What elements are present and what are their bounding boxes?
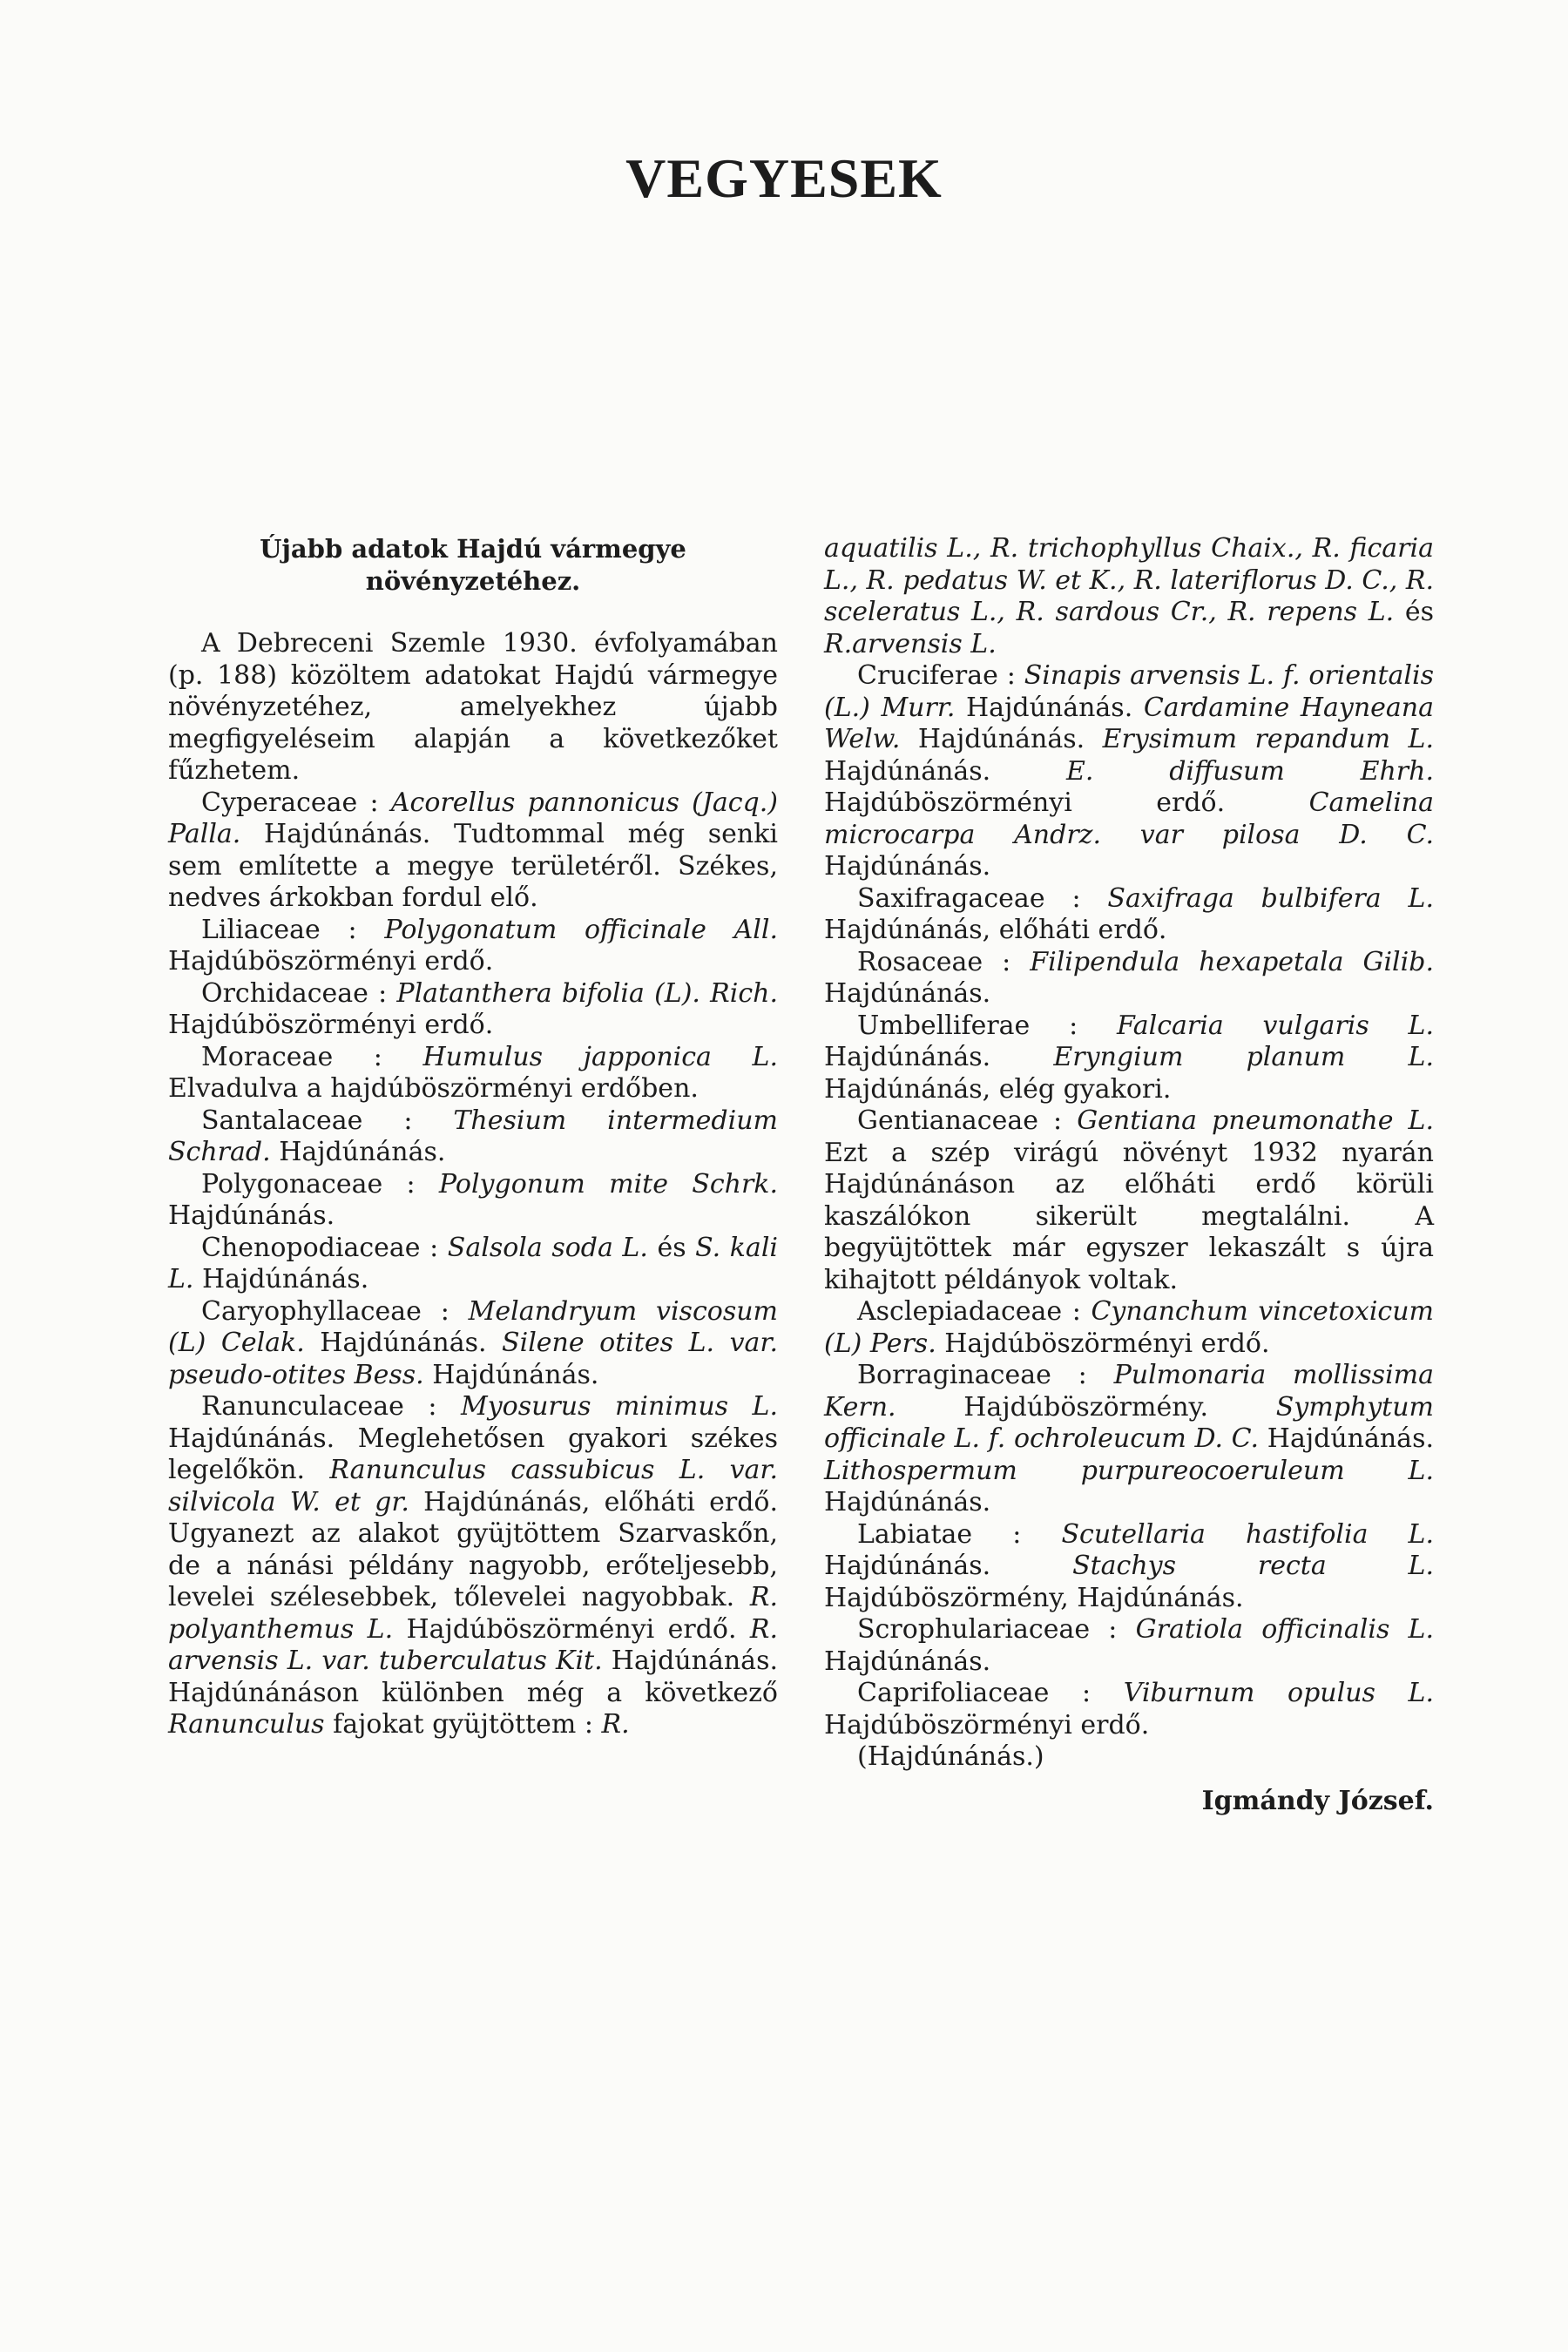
page-title: VEGYESEK bbox=[625, 147, 943, 209]
paragraph-gentianaceae: Gentianaceae : Gentiana pneumonathe L. Ezt a szép virágú növényt 1932 nyarán Hajdúnánáson az előháti erdő körüli kaszálókon sikerült megtalálni. A begyüjtöttek már egyszer lekaszált s újra kihajtott példányok voltak. bbox=[824, 1105, 1434, 1295]
paragraph-intro: A Debreceni Szemle 1930. évfolyamában (p. 188) közöltem adatokat Hajdú vármegye növényzetéhez, amelyekhez újabb megfigyeléseim alapján a következőket fűzhetem. bbox=[168, 628, 778, 786]
paragraph-caryophyllaceae: Caryophyllaceae : Melandryum viscosum (L) Celak. Hajdúnánás. Silene otites L. var. pseudo-otites Bess. Hajdúnánás. bbox=[168, 1295, 778, 1390]
right-column bbox=[824, 533, 1434, 1817]
paragraph-polygonaceae: Polygonaceae : Polygonum mite Schrk. Hajdúnánás. bbox=[168, 1168, 778, 1231]
paragraph-borraginaceae: Borraginaceae : Pulmonaria mollissima Kern. Hajdúböszörmény. Symphytum officinale L. f. ochroleucum D. C. Hajdúnánás. Lithospermum purpureocoeruleum L. Hajdúnánás. bbox=[824, 1360, 1434, 1517]
paragraph-closing: (Hajdúnánás.) bbox=[857, 1741, 1044, 1772]
paragraph-ranunculaceae: Ranunculaceae : Myosurus minimus L. Hajdúnánás. Meglehetősen gyakori székes legelőkön. Ranunculus cassubicus L. var. silvicola W. et gr. Hajdúnánás, előháti erdő. Ugyanezt az alakot gyüjtöttem Szarvaskőn, de a nánási példány nagyobb, erőteljesebb, levelei szélesebbek, tőlevelei nagyobbak. R. polyanthemus L. Hajdúböszörményi erdő. R. arvensis L. var. tuberculatus Kit. Hajdúnánás. Hajdúnánáson különben még a következő Ranunculus fajokat gyüjtöttem : R. bbox=[168, 1391, 779, 1740]
paragraph-rosaceae: Rosaceae : Filipendula hexapetala Gilib. Hajdúnánás. bbox=[824, 946, 1434, 1009]
paragraph-saxifragaceae: Saxifragaceae : Saxifraga bulbifera L. Hajdúnánás, előháti erdő. bbox=[824, 882, 1434, 945]
paragraph-umbelliferae: Umbelliferae : Falcaria vulgaris L. Hajdúnánás. Eryngium planum L. Hajdúnánás, elég gyakori. bbox=[824, 1010, 1434, 1105]
paragraph-asclepiadaceae: Asclepiadaceae : Cynanchum vincetoxicum (L) Pers. Hajdúböszörményi erdő. bbox=[824, 1296, 1434, 1359]
paragraph-scrophulariaceae: Scrophulariaceae : Gratiola officinalis L. Hajdúnánás. bbox=[824, 1614, 1435, 1677]
paragraph-moraceae: Moraceae : Humulus japponica L. Elvadulva a hajdúböszörményi erdőben. bbox=[168, 1041, 778, 1104]
paragraph-ranunculus-continued: aquatilis L., R. trichophyllus Chaix., R. ficaria L., R. pedatus W. et K., R. lateriflorus D. C., R. sceleratus L., R. sardous Cr., R. repens L. és R.arvensis L. bbox=[824, 533, 1434, 659]
paragraph-labiatae: Labiatae : Scutellaria hastifolia L. Hajdúnánás. Stachys recta L. Hajdúböszörmény, Hajdúnánás. bbox=[824, 1518, 1434, 1613]
paragraph-orchidaceae: Orchidaceae : Platanthera bifolia (L). Rich. Hajdúböszörményi erdő. bbox=[168, 977, 778, 1040]
paragraph-cyperaceae: Cyperaceae : Acorellus pannonicus (Jacq.) Palla. Hajdúnánás. Tudtommal még senki sem említette a megye területéről. Székes, nedves árkokban fordul elő. bbox=[168, 787, 778, 913]
author-signature: Igmándy József. bbox=[1201, 1785, 1434, 1816]
article-heading: Újabb adatok Hajdú vármegye növényzetéhez. bbox=[260, 534, 686, 596]
paragraph-chenopodiaceae: Chenopodiaceae : Salsola soda L. és S. kali L. Hajdúnánás. bbox=[168, 1232, 779, 1294]
paragraph-santalaceae: Santalaceae : Thesium intermedium Schrad. Hajdúnánás. bbox=[168, 1105, 778, 1167]
left-column bbox=[168, 533, 778, 1741]
paragraph-caprifoliaceae: Caprifoliaceae : Viburnum opulus L. Hajdúböszörményi erdő. bbox=[824, 1678, 1434, 1740]
paragraph-cruciferae: Cruciferae : Sinapis arvensis L. f. orientalis (L.) Murr. Hajdúnánás. Cardamine Hayneana Welw. Hajdúnánás. Erysimum repandum L. Hajdúnánás. E. diffusum Ehrh. Hajdúböszörményi erdő. Camelina microcarpa Andrz. var pilosa D. C. Hajdúnánás. bbox=[824, 660, 1435, 882]
paragraph-liliaceae: Liliaceae : Polygonatum officinale All. Hajdúböszörményi erdő. bbox=[168, 914, 779, 977]
